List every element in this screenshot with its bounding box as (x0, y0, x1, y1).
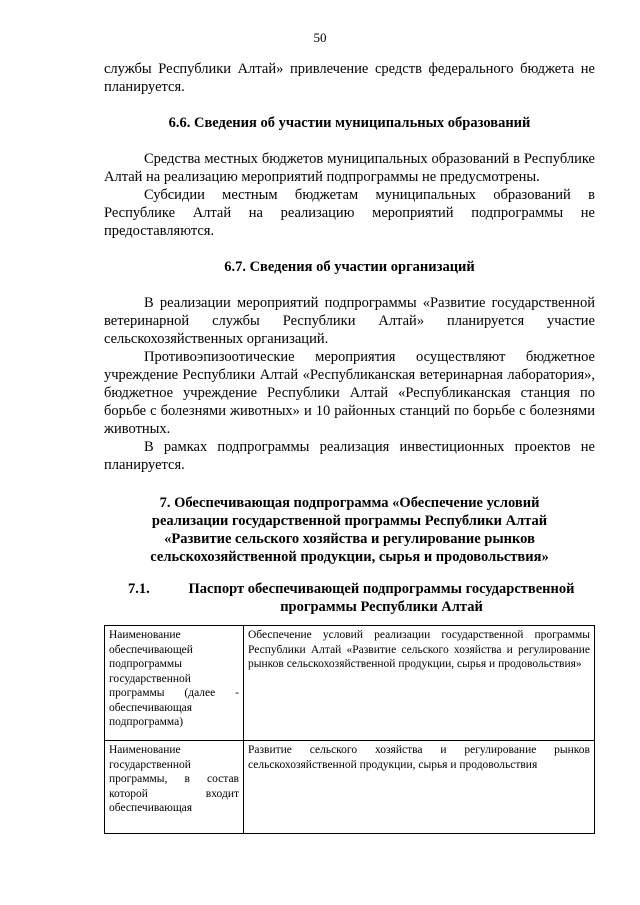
section-6-6-paragraph-2: Субсидии местным бюджетам муниципальных образований в Республике Алтай на реализацию мероприятий подпрограммы не предоставляются. (104, 187, 595, 239)
section-7-1-title-line: Паспорт обеспечивающей подпрограммы государственной (188, 581, 575, 597)
section-6-7-paragraph-3: В рамках подпрограммы реализация инвестиционных проектов не планируется. (104, 439, 595, 473)
section-7-heading (104, 494, 595, 566)
passport-table (104, 625, 595, 834)
page-number: 50 (313, 30, 327, 45)
section-7-heading-line: сельскохозяйственной продукции, сырья и продовольствия» (150, 549, 549, 565)
section-6-6-paragraph-1: Средства местных бюджетов муниципальных образований в Республике Алтай на реализацию мероприятий подпрограммы не предусмотрены. (104, 151, 595, 185)
table-row (105, 626, 595, 741)
table-cell-label: Наименование обеспечивающей подпрограммы государственной программы (далее - обеспечивающая подпрограмма) (105, 626, 244, 741)
section-7-heading-line: реализации государственной программы Республики Алтай (151, 513, 548, 529)
section-7-1-heading (104, 580, 595, 616)
section-7-heading-line: «Развитие сельского хозяйства и регулирование рынков (164, 531, 535, 547)
section-7-1-title-line: программы Республики Алтай (280, 599, 483, 615)
section-6-7-paragraph-1: В реализации мероприятий подпрограммы «Развитие государственной ветеринарной службы Республики Алтай» планируется участие сельскохозяйственных организаций. (104, 295, 595, 347)
table-cell-label: Наименование государственной программы, в состав которой входит обеспечивающая (105, 741, 244, 834)
document-body (104, 60, 595, 616)
section-6-6-heading: 6.6. Сведения об участии муниципальных образований (168, 115, 531, 131)
section-7-heading-line: 7. Обеспечивающая подпрограмма «Обеспечение условий (159, 495, 540, 511)
intro-paragraph: службы Республики Алтай» привлечение средств федерального бюджета не планируется. (104, 61, 595, 95)
table-cell-value: Обеспечение условий реализации государственной программы Республики Алтай «Развитие сельского хозяйства и регулирование рынков сельскохозяйственной продукции, сырья и продовольствия» (244, 626, 595, 741)
table-cell-value: Развитие сельского хозяйства и регулирование рынков сельскохозяйственной продукции, сырья и продовольствия (244, 741, 595, 834)
section-6-7-heading: 6.7. Сведения об участии организаций (224, 259, 475, 275)
section-7-1-number: 7.1. (128, 581, 150, 597)
table-row (105, 741, 595, 834)
section-6-7-paragraph-2: Противоэпизоотические мероприятия осуществляют бюджетное учреждение Республики Алтай «Республиканская ветеринарная лаборатория», бюджетное учреждение Республики Алтай «Республиканская станция по борьбе с болезнями животных» и 10 районных станций по борьбе с болезнями животных. (104, 349, 595, 437)
